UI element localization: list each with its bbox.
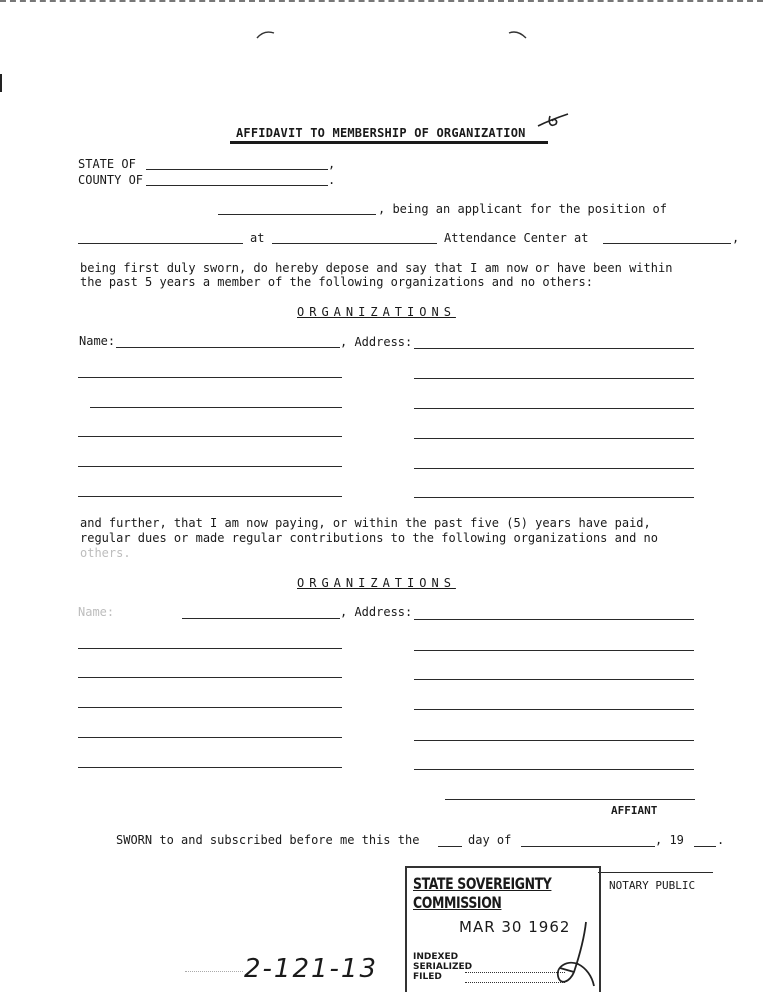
organizations-heading-2: ORGANIZATIONS (297, 576, 456, 590)
year-field[interactable] (694, 846, 716, 847)
paragraph-1-line-2: the past 5 years a member of the following organizations and no others: (80, 275, 593, 289)
org-name-field[interactable] (182, 618, 340, 619)
notary-signature-field[interactable] (598, 872, 713, 873)
position-field[interactable] (78, 243, 243, 244)
scan-top-edge (0, 0, 763, 7)
org-address-field[interactable] (414, 378, 694, 379)
org-address-field[interactable] (414, 679, 694, 680)
handwritten-mark-icon (536, 112, 570, 132)
applicant-name-field[interactable] (218, 214, 376, 215)
county-field[interactable] (146, 185, 328, 186)
year-prefix: , 19 (655, 833, 684, 847)
file-number: 2-121-13 (244, 954, 379, 984)
org-name-field[interactable] (78, 496, 342, 497)
applicant-text: , being an applicant for the position of (378, 202, 667, 216)
state-field[interactable] (146, 169, 328, 170)
title-underline (230, 141, 548, 144)
affiant-label: AFFIANT (611, 804, 658, 817)
org-address-field[interactable] (414, 650, 694, 651)
name-label: Name: (79, 334, 116, 348)
org-address-field[interactable] (414, 769, 694, 770)
org-address-field[interactable] (414, 709, 694, 710)
at-text: at (250, 231, 265, 245)
stamp-serialized-label: SERIALIZED (413, 962, 473, 972)
stamp-indexed-label: INDEXED (413, 952, 459, 962)
document-title: AFFIDAVIT TO MEMBERSHIP OF ORGANIZATION (236, 126, 526, 140)
org-address-field[interactable] (414, 408, 694, 409)
scan-mark-icon (256, 30, 276, 40)
state-label: STATE OF (78, 157, 136, 171)
address-label-2: , Address: (340, 605, 413, 619)
paragraph-2-line-3: others. (80, 546, 131, 560)
county-label: COUNTY OF (78, 173, 144, 187)
stamp-filed-label: FILED (413, 972, 442, 982)
stamp-date: MAR 30 1962 (459, 918, 571, 936)
scan-mark-icon (508, 30, 528, 40)
org-name-field[interactable] (78, 677, 342, 678)
day-field[interactable] (438, 846, 462, 847)
org-name-field[interactable] (78, 436, 342, 437)
org-name-field[interactable] (90, 407, 342, 408)
paragraph-1-line-1: being first duly sworn, do hereby depose and say that I am now or have been within (80, 261, 673, 275)
org-address-field[interactable] (414, 497, 694, 498)
org-address-field[interactable] (414, 438, 694, 439)
org-name-field[interactable] (78, 466, 342, 467)
notary-label: NOTARY PUBLIC (609, 879, 696, 892)
name-label-2: Name: (78, 605, 115, 619)
organizations-heading: ORGANIZATIONS (297, 305, 456, 319)
margin-mark (0, 74, 2, 92)
paragraph-2-line-1: and further, that I am now paying, or within the past five (5) years have paid, (80, 516, 651, 530)
sworn-text: SWORN to and subscribed before me this the (116, 833, 420, 847)
location-field[interactable] (603, 243, 731, 244)
month-field[interactable] (521, 846, 655, 847)
org-name-field[interactable] (78, 648, 342, 649)
affiant-signature-field[interactable] (445, 799, 695, 800)
org-address-field[interactable] (414, 740, 694, 741)
paragraph-2-line-2: regular dues or made regular contributions to the following organizations and no (80, 531, 658, 545)
org-address-field[interactable] (414, 619, 694, 620)
attendance-center-text: Attendance Center at (444, 231, 589, 245)
day-of-text: day of (468, 833, 512, 847)
org-name-field[interactable] (116, 347, 340, 348)
stamp-heading: STATE SOVEREIGNTY COMMISSION (413, 874, 552, 912)
org-name-field[interactable] (78, 377, 342, 378)
org-name-field[interactable] (78, 767, 342, 768)
school-field[interactable] (272, 243, 437, 244)
org-address-field[interactable] (414, 348, 694, 349)
org-name-field[interactable] (78, 737, 342, 738)
org-address-field[interactable] (414, 468, 694, 469)
handwritten-initials-icon (548, 920, 596, 990)
org-name-field[interactable] (78, 707, 342, 708)
address-label: , Address: (340, 335, 413, 349)
